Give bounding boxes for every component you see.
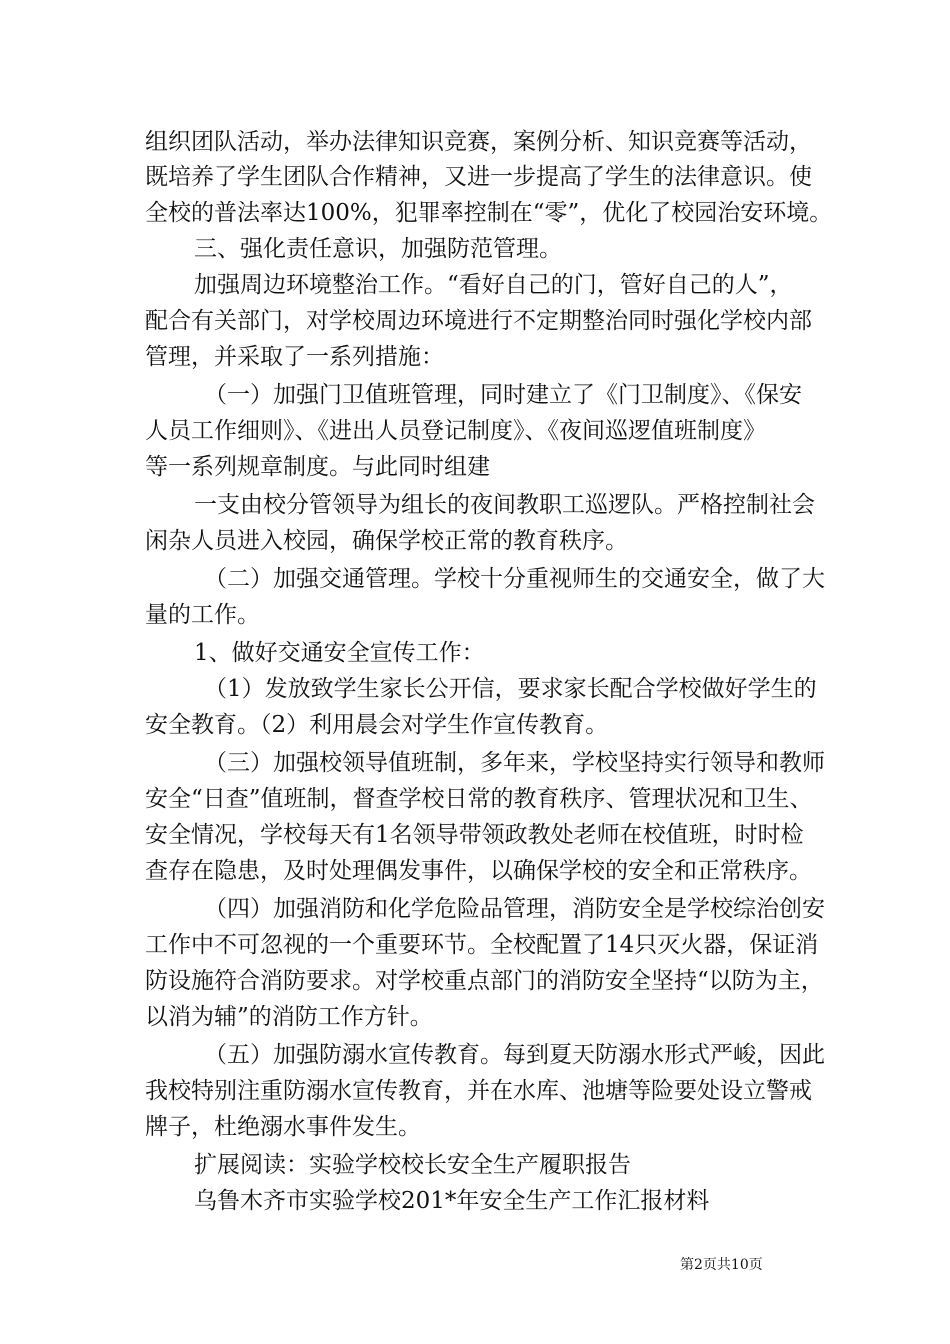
body-line: 1、做好交通安全宣传工作： [194, 640, 485, 666]
body-line: 组织团队活动，举办法律知识竞赛，案例分析、知识竞赛等活动， [145, 129, 812, 155]
page-number: 第2页共10页 [680, 1257, 763, 1273]
section-heading: 三、强化责任意识，加强防范管理。 [194, 236, 562, 262]
body-line: 闲杂人员进入校园，确保学校正常的教育秩序。 [145, 528, 628, 554]
body-line: 管理，并采取了一系列措施： [145, 344, 444, 370]
body-line: 全校的普法率达100%，犯罪率控制在“零”，优化了校园治安环境。 [145, 200, 833, 226]
body-line: 加强周边环境整治工作。“看好自己的门，管好自己的人”， [194, 272, 793, 298]
extended-reading-line: 扩展阅读：实验学校校长安全生产履职报告 [194, 1152, 631, 1178]
body-line: 防设施符合消防要求。对学校重点部门的消防安全坚持“以防为主， [145, 968, 824, 994]
body-line: 人员工作细则》、《进出人员登记制度》、《夜间巡逻值班制度》 [145, 418, 766, 444]
body-line: 以消为辅”的消防工作方针。 [145, 1004, 433, 1030]
body-line: 等一系列规章制度。与此同时组建 [145, 454, 490, 480]
body-line: 安全情况，学校每天有1名领导带领政教处老师在校值班，时时检 [145, 822, 804, 848]
body-line: （一）加强门卫值班管理，同时建立了《门卫制度》、《保安 [204, 382, 802, 408]
body-line: 量的工作。 [145, 602, 260, 628]
body-line: （三）加强校领导值班制，多年来，学校坚持实行领导和教师 [204, 750, 825, 776]
body-line: 牌子，杜绝溺水事件发生。 [145, 1114, 421, 1140]
body-line: （1）发放致学生家长公开信，要求家长配合学校做好学生的 [204, 676, 817, 702]
body-line: 查存在隐患，及时处理偶发事件，以确保学校的安全和正常秩序。 [145, 858, 812, 884]
body-line: 安全“日查”值班制，督查学校日常的教育秩序、管理状况和卫生、 [145, 786, 813, 812]
report-title-line: 乌鲁木齐市实验学校201*年安全生产工作汇报材料 [194, 1188, 710, 1214]
body-line: 工作中不可忽视的一个重要环节。全校配置了14只灭火器，保证消 [145, 932, 819, 958]
body-line: 我校特别注重防溺水宣传教育，并在水库、池塘等险要处设立警戒 [145, 1078, 812, 1104]
body-line: 安全教育。（2）利用晨会对学生作宣传教育。 [145, 712, 609, 738]
body-line: （二）加强交通管理。学校十分重视师生的交通安全，做了大 [204, 566, 825, 592]
body-line: （五）加强防溺水宣传教育。每到夏天防溺水形式严峻，因此 [204, 1042, 825, 1068]
body-line: 配合有关部门，对学校周边环境进行不定期整治同时强化学校内部 [145, 308, 812, 334]
body-line: 一支由校分管领导为组长的夜间教职工巡逻队。严格控制社会 [194, 492, 815, 518]
body-line: 既培养了学生团队合作精神，又进一步提高了学生的法律意识。使 [145, 164, 812, 190]
body-line: （四）加强消防和化学危险品管理，消防安全是学校综治创安 [204, 896, 825, 922]
